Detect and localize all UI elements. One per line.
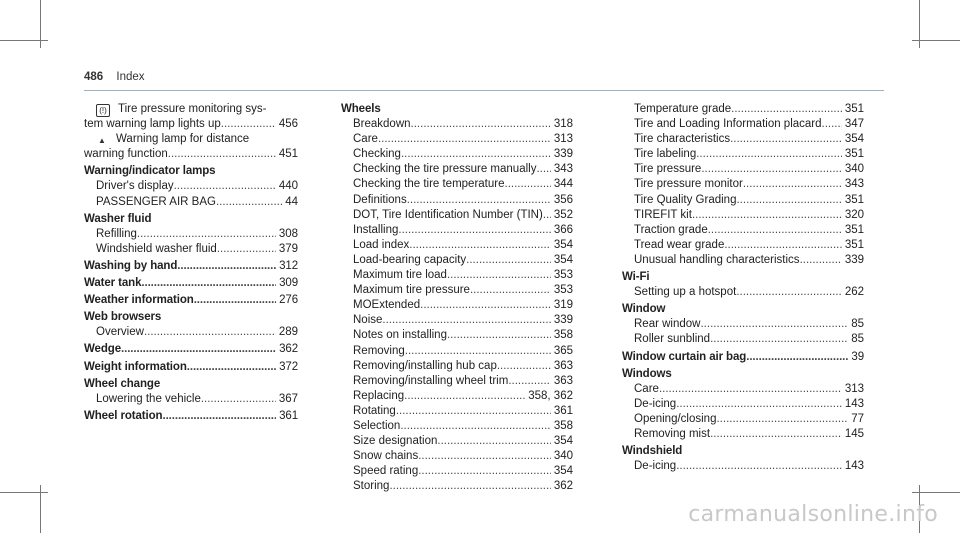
index-entry: Checking the tire temperature ..... 344 <box>341 177 573 192</box>
index-entry: DOT, Tire Identification Number (TIN) ..... 352 <box>341 208 573 223</box>
index-heading: Wedge ..... 362 <box>84 342 298 357</box>
index-entry: Opening/closing ..... 77 <box>622 412 864 427</box>
index-entry: MOExtended ..... 319 <box>341 298 573 313</box>
index-entry: Windshield washer fluid ..... 379 <box>84 242 298 257</box>
crop-mark <box>912 492 960 493</box>
index-entry: Refilling ..... 308 <box>84 227 298 242</box>
index-entry: Driver's display ..... 440 <box>84 179 298 194</box>
index-entry: ▲ Warning lamp for distance <box>84 132 298 147</box>
index-entry: Maximum tire pressure ..... 353 <box>341 283 573 298</box>
index-heading: Window curtain air bag ..... 39 <box>622 350 864 365</box>
index-entry: Installing ..... 366 <box>341 223 573 238</box>
index-entry: PASSENGER AIR BAG ..... 44 <box>84 195 298 210</box>
index-heading: Windshield <box>622 445 683 458</box>
watermark: carmanualsonline.info <box>688 502 938 527</box>
index-entry: Removing/installing hub cap ..... 363 <box>341 359 573 374</box>
index-entry: Tire and Loading Information placard ..... 347 <box>622 117 864 132</box>
index-entry: De-icing ..... 143 <box>622 397 864 412</box>
index-column-1 <box>84 102 298 424</box>
index-entry: Removing/installing wheel trim ..... 363 <box>341 374 573 389</box>
index-entry: Snow chains ..... 340 <box>341 449 573 464</box>
index-entry: Tire labeling ..... 351 <box>622 147 864 162</box>
index-entry: Breakdown ..... 318 <box>341 117 573 132</box>
index-heading: Weight information ..... 372 <box>84 360 298 375</box>
index-entry: Overview ..... 289 <box>84 325 298 340</box>
index-heading: Warning/indicator lamps <box>84 165 216 178</box>
index-heading: Weather information ..... 276 <box>84 293 298 308</box>
index-entry: Tread wear grade ..... 351 <box>622 238 864 253</box>
header-rule <box>84 90 884 91</box>
index-heading: Wheel change <box>84 377 161 390</box>
page-number: 486 <box>84 71 104 83</box>
index-entry: Rear window ..... 85 <box>622 317 864 332</box>
index-entry: Storing ..... 362 <box>341 479 573 494</box>
index-heading: Washer fluid <box>84 212 152 225</box>
index-entry: Unusual handling characteristics ..... 339 <box>622 253 864 268</box>
index-entry: Roller sunblind ..... 85 <box>622 332 864 347</box>
index-heading: Windows <box>622 367 672 380</box>
index-entry: Removing ..... 365 <box>341 344 573 359</box>
index-entry: Care ..... 313 <box>622 382 864 397</box>
index-entry: Rotating ..... 361 <box>341 404 573 419</box>
index-heading: Washing by hand ..... 312 <box>84 259 298 274</box>
index-entry: Notes on installing ..... 358 <box>341 328 573 343</box>
crop-mark <box>0 492 48 493</box>
section-title: Index <box>116 71 145 83</box>
tire-pressure-warning-icon: (!) <box>96 104 110 117</box>
crop-mark <box>0 40 48 41</box>
index-entry: Traction grade ..... 351 <box>622 223 864 238</box>
index-entry: Tire pressure ..... 340 <box>622 162 864 177</box>
index-entry: (!) Tire pressure monitoring sys- <box>84 102 298 117</box>
index-entry: De-icing ..... 143 <box>622 459 864 474</box>
index-entry: Selection ..... 358 <box>341 419 573 434</box>
index-heading: Wheel rotation ..... 361 <box>84 409 298 424</box>
distance-warning-icon: ▲ <box>98 136 106 146</box>
index-entry: Care ..... 313 <box>341 132 573 147</box>
index-entry: Definitions ..... 356 <box>341 193 573 208</box>
index-entry: Checking the tire pressure manually ..... 343 <box>341 162 573 177</box>
index-heading: Window <box>622 303 666 316</box>
index-entry: warning function ..... 451 <box>84 147 298 162</box>
index-heading: Web browsers <box>84 311 162 324</box>
index-column-2 <box>341 102 573 494</box>
page-header <box>84 71 145 83</box>
index-entry: Temperature grade ..... 351 <box>622 102 864 117</box>
index-entry: tem warning lamp lights up ..... 456 <box>84 117 298 132</box>
index-entry: Tire Quality Grading ..... 351 <box>622 193 864 208</box>
index-entry: Maximum tire load ..... 353 <box>341 268 573 283</box>
index-entry: TIREFIT kit ..... 320 <box>622 208 864 223</box>
index-entry: Lowering the vehicle ..... 367 <box>84 392 298 407</box>
index-entry: Replacing ..... 358, 362 <box>341 389 573 404</box>
index-column-3 <box>622 102 864 474</box>
index-entry: Size designation ..... 354 <box>341 434 573 449</box>
index-entry: Noise ..... 339 <box>341 313 573 328</box>
index-entry: Load index ..... 354 <box>341 238 573 253</box>
index-entry: Speed rating ..... 354 <box>341 464 573 479</box>
crop-mark <box>912 40 960 41</box>
index-entry: Removing mist ..... 145 <box>622 427 864 442</box>
index-heading: Wheels <box>341 103 381 115</box>
index-entry: Tire pressure monitor ..... 343 <box>622 177 864 192</box>
index-heading: Water tank ..... 309 <box>84 276 298 291</box>
index-entry: Setting up a hotspot ..... 262 <box>622 285 864 300</box>
index-entry: Checking ..... 339 <box>341 147 573 162</box>
index-heading: Wi-Fi <box>622 271 650 284</box>
index-entry: Tire characteristics ..... 354 <box>622 132 864 147</box>
index-entry: Load-bearing capacity ..... 354 <box>341 253 573 268</box>
